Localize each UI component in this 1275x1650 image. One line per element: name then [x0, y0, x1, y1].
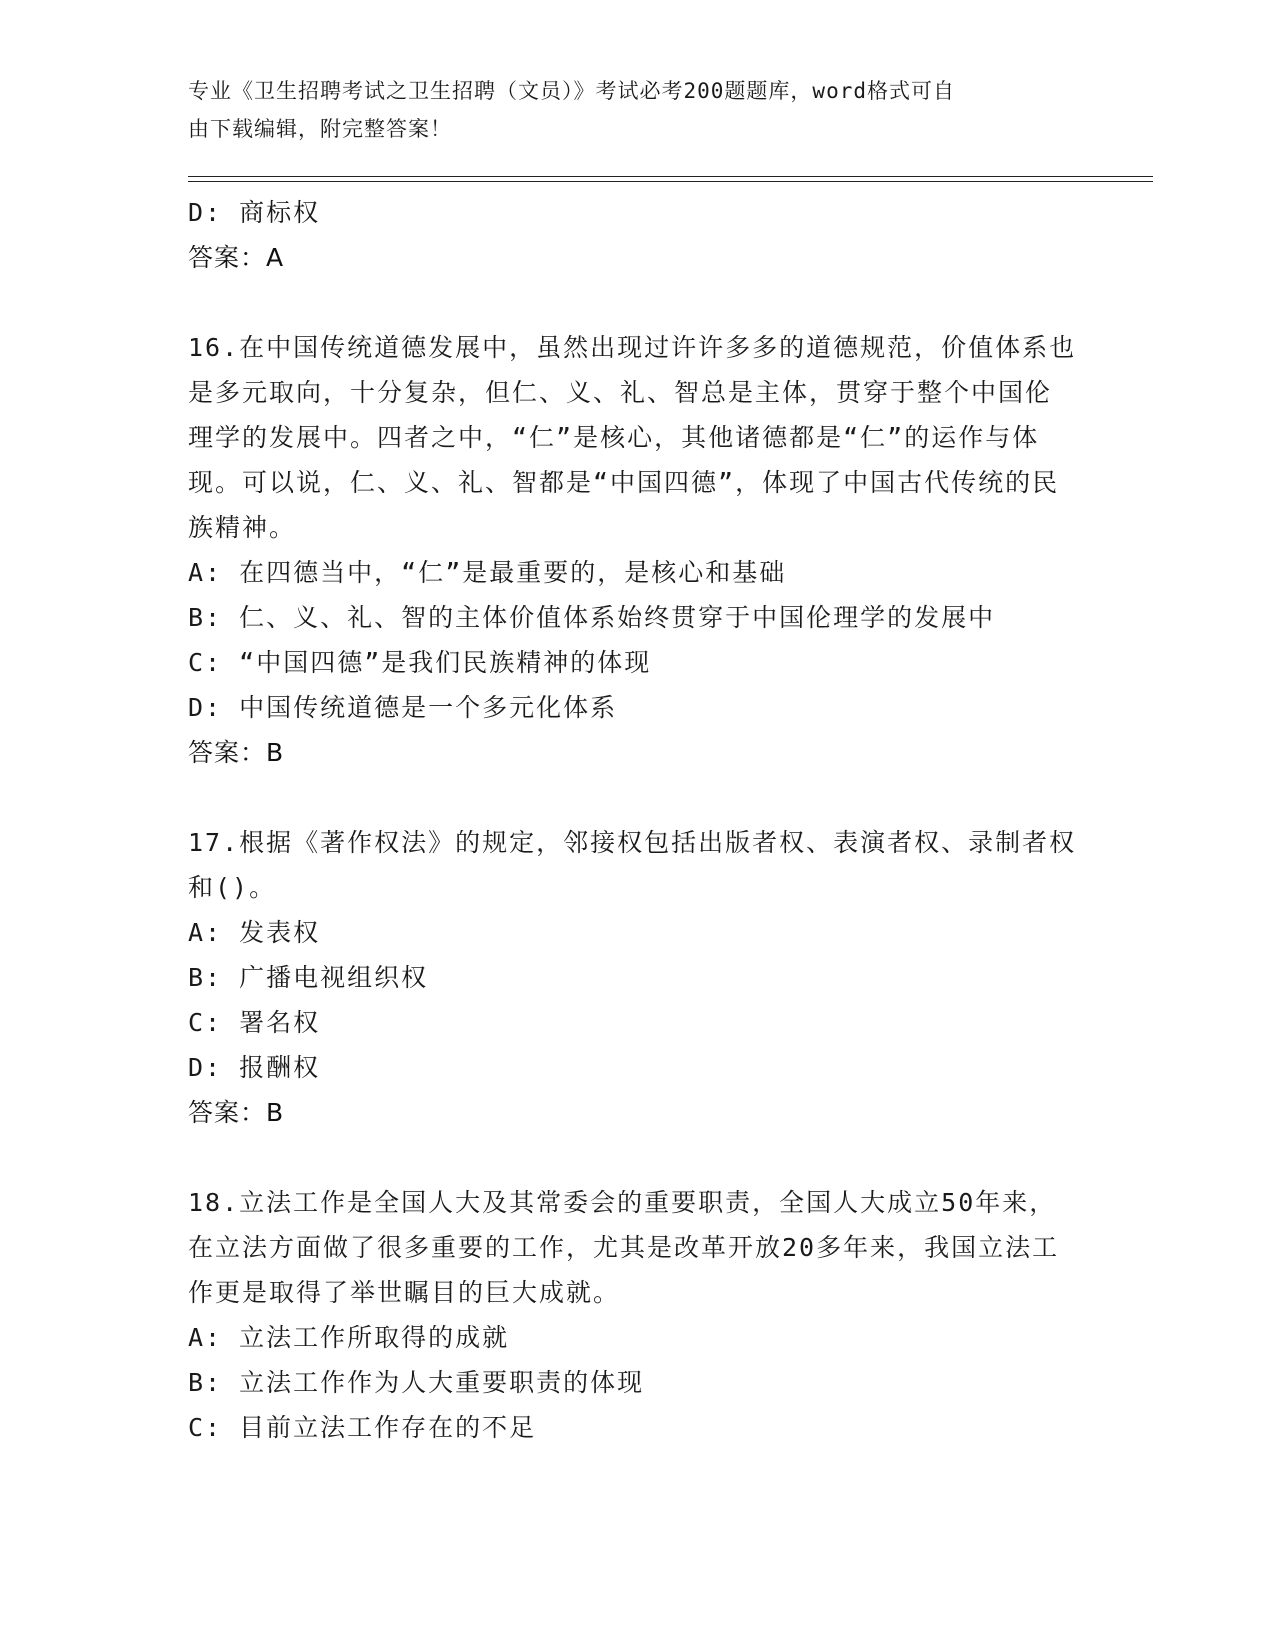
- question-17-option-a: A: 发表权: [188, 918, 321, 947]
- question-16-text: 16.在中国传统道德发展中，虽然出现过许许多多的道德规范，价值体系也是多元取向，十分复杂，但仁、义、礼、智总是主体，贯穿于整个中国伦理学的发展中。四者之中，“仁”是核心，其他诸德都是“仁”的运作与体现。可以说，仁、义、礼、智都是“中国四德”，体现了中国古代传统的民族精神。: [188, 333, 1077, 542]
- question-16-option-d: D: 中国传统道德是一个多元化体系: [188, 693, 618, 722]
- question-17-text: 17.根据《著作权法》的规定，邻接权包括出版者权、表演者权、录制者权和()。: [188, 828, 1077, 902]
- question-16: [188, 325, 1078, 775]
- question-18-option-c: C: 目前立法工作存在的不足: [188, 1413, 537, 1442]
- prev-answer: 答案：A: [188, 243, 285, 272]
- spacer: [188, 1135, 1078, 1180]
- question-17-option-b: B: 广播电视组织权: [188, 963, 429, 992]
- question-18-text: 18.立法工作是全国人大及其常委会的重要职责，全国人大成立50年来，在立法方面做了很多重要的工作，尤其是改革开放20多年来，我国立法工作更是取得了举世瞩目的巨大成就。: [188, 1188, 1060, 1307]
- header-divider-bottom: [188, 181, 1153, 182]
- question-16-option-c: C: “中国四德”是我们民族精神的体现: [188, 648, 652, 677]
- header-title-line-2: 由下载编辑，附完整答案！: [188, 117, 452, 141]
- question-18: [188, 1180, 1078, 1450]
- question-17-answer: 答案：B: [188, 1098, 285, 1127]
- question-17-option-c: C: 署名权: [188, 1008, 321, 1037]
- question-17-option-d: D: 报酬权: [188, 1053, 321, 1082]
- spacer: [188, 280, 1078, 325]
- spacer: [188, 775, 1078, 820]
- header-title-line-1: 专业《卫生招聘考试之卫生招聘（文员）》考试必考200题题库，word格式可自: [188, 79, 955, 103]
- question-16-option-b: B: 仁、义、礼、智的主体价值体系始终贯穿于中国伦理学的发展中: [188, 603, 996, 632]
- document-header: [188, 72, 1068, 148]
- question-18-option-a: A: 立法工作所取得的成就: [188, 1323, 510, 1352]
- question-16-option-a: A: 在四德当中，“仁”是最重要的，是核心和基础: [188, 558, 787, 587]
- question-16-answer: 答案：B: [188, 738, 285, 767]
- question-18-option-b: B: 立法工作作为人大重要职责的体现: [188, 1368, 645, 1397]
- question-17: [188, 820, 1078, 1135]
- prev-option-d: D: 商标权: [188, 198, 321, 227]
- question-content: [188, 190, 1078, 1450]
- header-divider-top: [188, 176, 1153, 177]
